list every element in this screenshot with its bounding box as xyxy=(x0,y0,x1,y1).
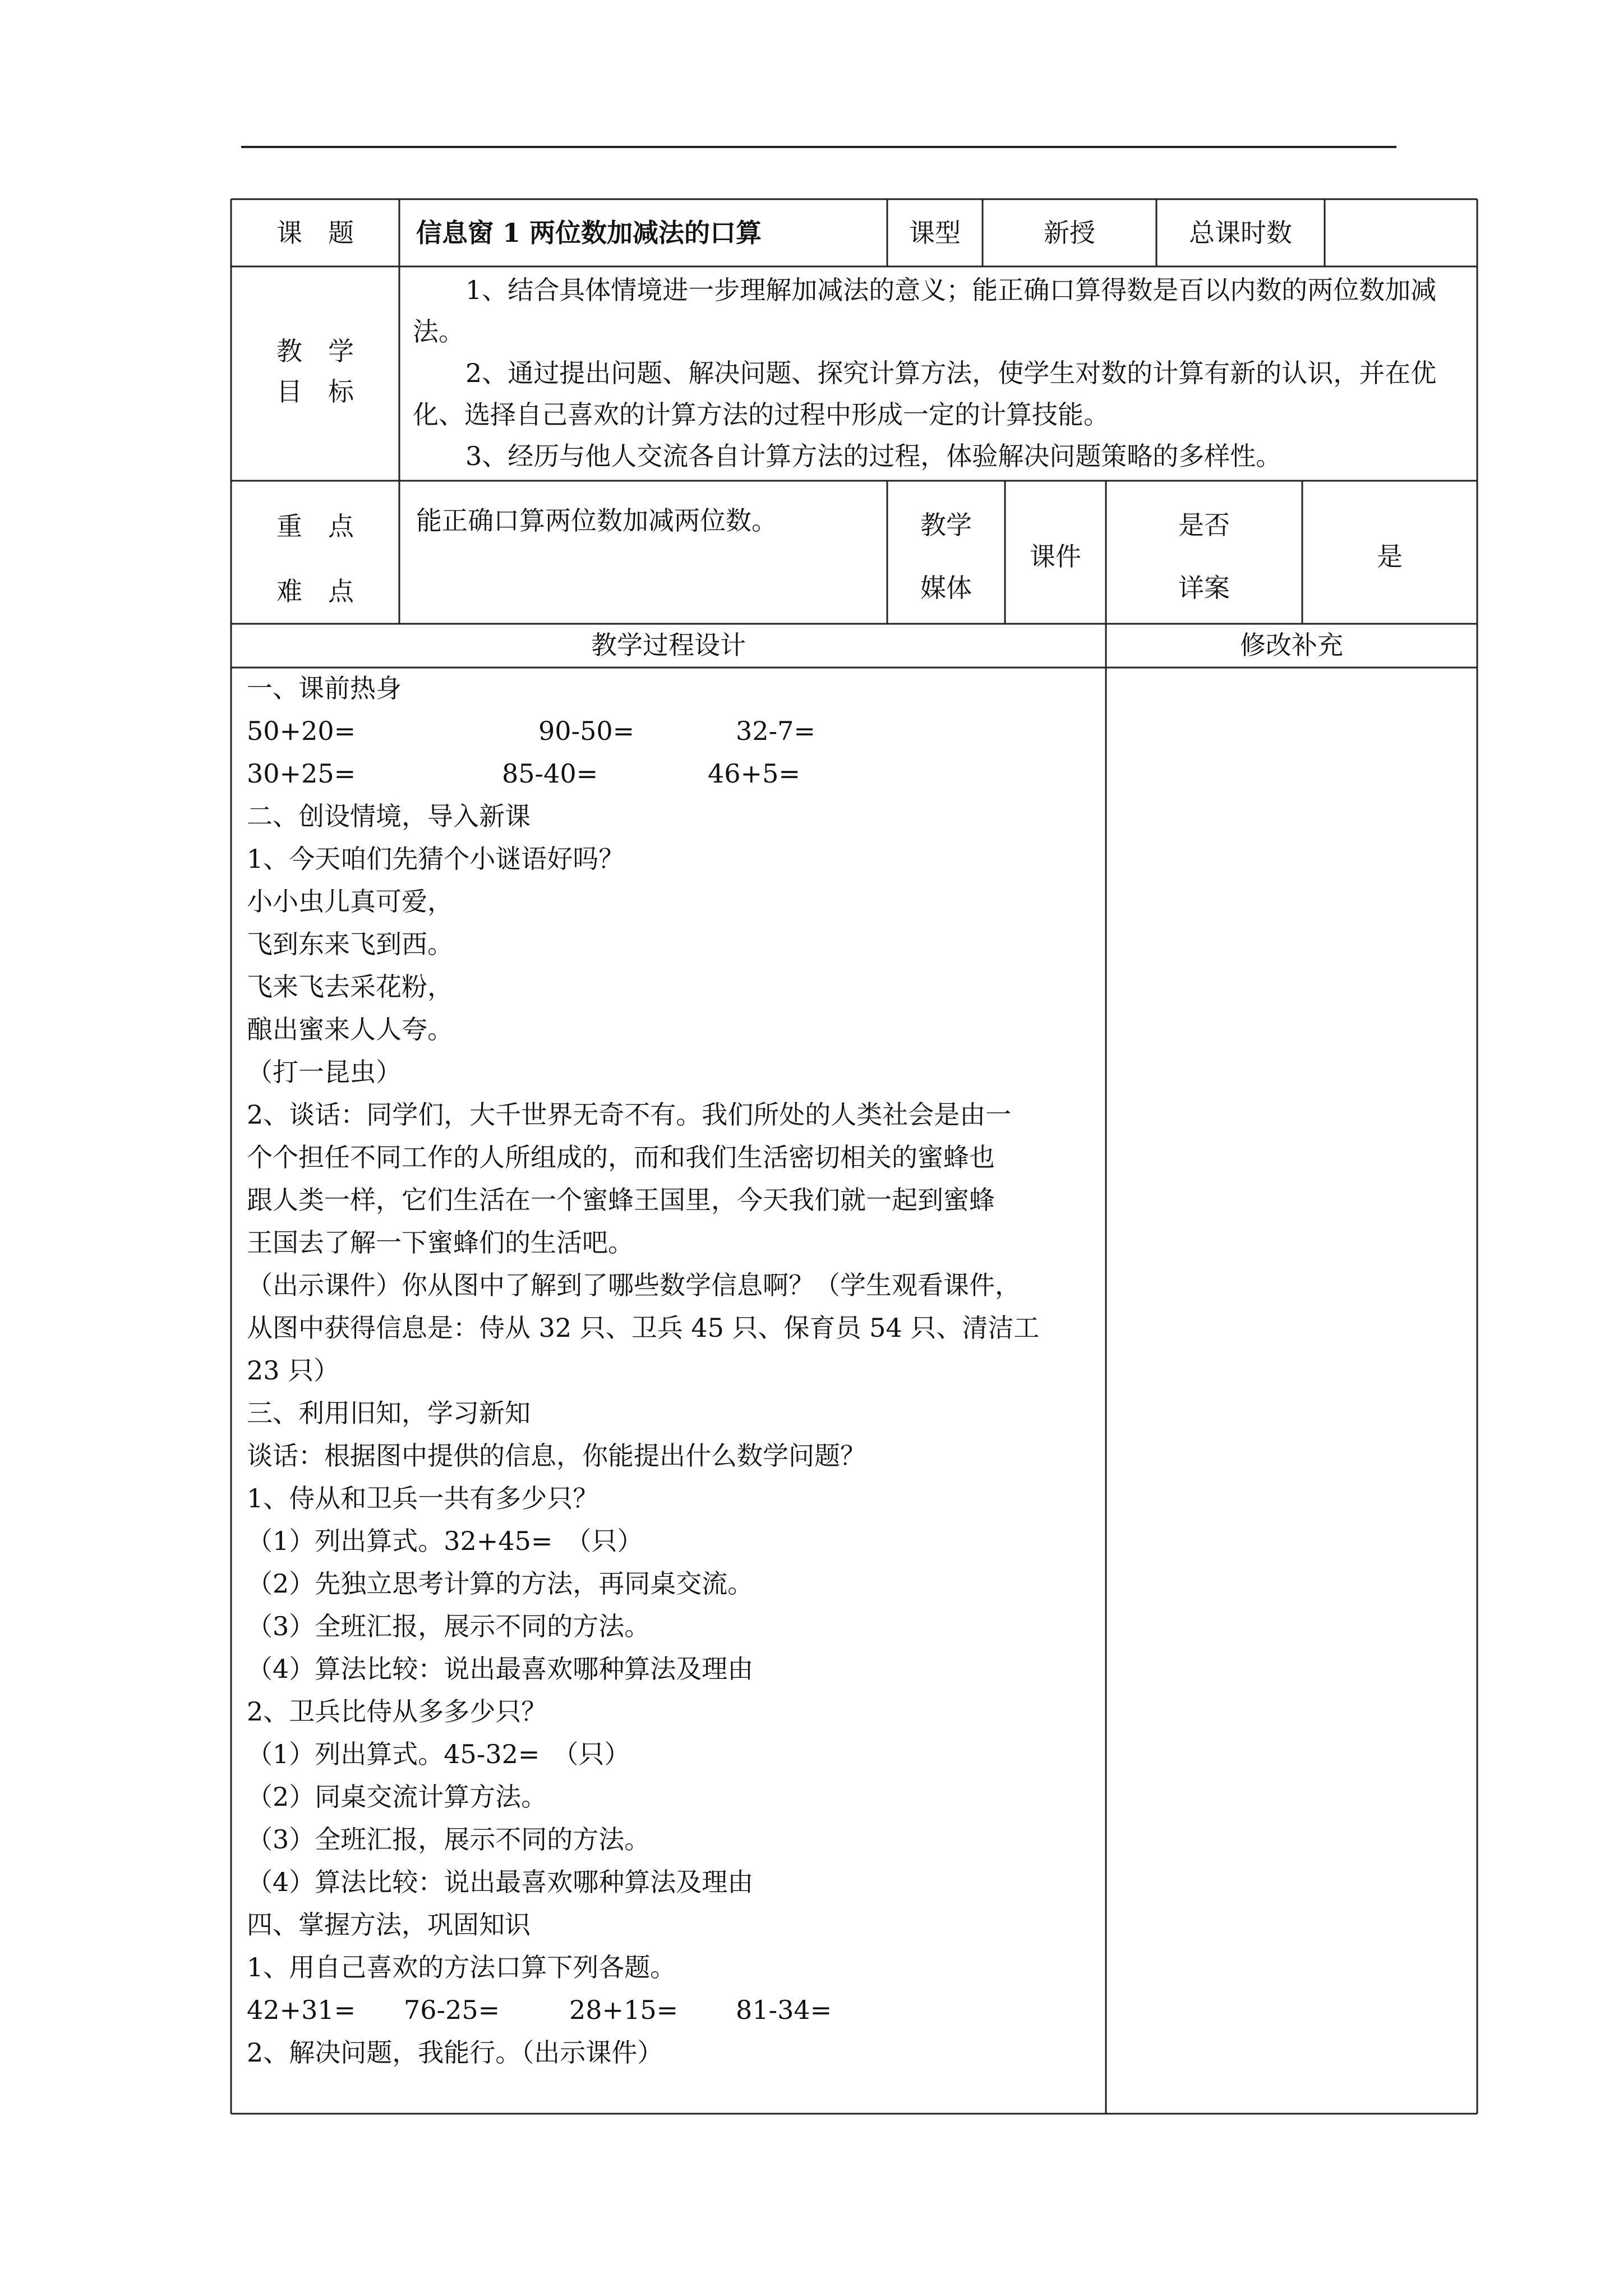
talk-line: 从图中获得信息是：侍从 32 只、卫兵 45 只、保育员 54 只、清洁工 xyxy=(247,1313,1040,1343)
warmup-item: 85-40= xyxy=(502,758,598,789)
question-2-step: （3）全班汇报，展示不同的方法。 xyxy=(247,1824,651,1855)
detailed-label-2: 详案 xyxy=(1178,573,1230,603)
practice-item: 28+15= xyxy=(569,1995,679,2025)
media-label-1: 教学 xyxy=(920,510,972,540)
detailed-value: 是 xyxy=(1377,541,1403,572)
topic-value: 信息窗 1 两位数加减法的口算 xyxy=(416,218,762,248)
warmup-item: 30+25= xyxy=(247,758,356,789)
practice-item: 42+31= xyxy=(247,1995,356,2025)
media-label-2: 媒体 xyxy=(920,573,972,603)
question-1: 1、侍从和卫兵一共有多少只？ xyxy=(247,1483,599,1513)
section-4-question-2: 2、解决问题，我能行。（出示课件） xyxy=(247,2037,663,2068)
process-heading: 教学过程设计 xyxy=(591,630,746,660)
warmup-item: 32-7= xyxy=(736,716,815,746)
practice-item: 81-34= xyxy=(736,1995,832,2025)
detailed-label-1: 是否 xyxy=(1178,510,1230,540)
type-value: 新授 xyxy=(1044,218,1095,248)
talk-line: 跟人类一样，它们生活在一个蜜蜂王国里，今天我们就一起到蜜蜂 xyxy=(247,1185,995,1215)
talk-line: 23 只） xyxy=(247,1355,340,1386)
question-1-step: （2）先独立思考计算的方法，再同桌交流。 xyxy=(247,1568,754,1599)
riddle-line: 小小虫儿真可爱， xyxy=(247,886,453,917)
question-2-step: （2）同桌交流计算方法。 xyxy=(247,1782,547,1812)
focus-label-2: 难 点 xyxy=(276,576,354,606)
type-label: 课型 xyxy=(909,218,961,248)
warmup-item: 50+20= xyxy=(247,716,356,746)
media-value: 课件 xyxy=(1030,541,1081,572)
talk-line: 2、谈话：同学们，大千世界无奇不有。我们所处的人类社会是由一 xyxy=(247,1099,1012,1130)
practice-item: 76-25= xyxy=(404,1995,500,2025)
objective-1: 1、结合具体情境进一步理解加减法的意义；能正确口算得数是百以内数的两位数加减法。 xyxy=(413,275,1437,347)
section-3-title: 三、利用旧知，学习新知 xyxy=(247,1398,531,1428)
objectives-label-1: 教 学 xyxy=(276,336,354,366)
section-4-question-1: 1、用自己喜欢的方法口算下列各题。 xyxy=(247,1952,676,1982)
riddle-line: 飞来飞去采花粉， xyxy=(247,972,453,1002)
objectives-label-2: 目 标 xyxy=(276,376,354,407)
section-4-title: 四、掌握方法，巩固知识 xyxy=(247,1910,531,1940)
section-3-talk: 谈话：根据图中提供的信息，你能提出什么数学问题？ xyxy=(247,1441,866,1471)
warmup-item: 90-50= xyxy=(538,716,635,746)
revision-heading: 修改补充 xyxy=(1240,630,1343,660)
objective-3: 3、经历与他人交流各自计算方法的过程，体验解决问题策略的多样性。 xyxy=(465,441,1282,471)
question-2: 2、卫兵比侍从多多少只？ xyxy=(247,1696,547,1727)
question-1-step: （1）列出算式。32+45= （只） xyxy=(247,1526,643,1556)
total-hours-label: 总课时数 xyxy=(1189,218,1292,248)
riddle-hint: （打一昆虫） xyxy=(247,1057,402,1087)
talk-line: 个个担任不同工作的人所组成的，而和我们生活密切相关的蜜蜂也 xyxy=(247,1142,995,1172)
talk-line: （出示课件）你从图中了解到了哪些数学信息啊？（学生观看课件， xyxy=(247,1270,1021,1300)
question-2-step: （4）算法比较：说出最喜欢哪种算法及理由 xyxy=(247,1867,754,1897)
focus-content: 能正确口算两位数加减两位数。 xyxy=(416,505,777,536)
focus-label-1: 重 点 xyxy=(276,511,354,541)
topic-label: 课 题 xyxy=(276,218,354,248)
riddle-line: 酿出蜜来人人夸。 xyxy=(247,1014,453,1045)
section-2-question: 1、今天咱们先猜个小谜语好吗？ xyxy=(247,844,625,874)
section-2-title: 二、创设情境，导入新课 xyxy=(247,801,531,831)
talk-line: 王国去了解一下蜜蜂们的生活吧。 xyxy=(247,1227,634,1258)
warmup-item: 46+5= xyxy=(708,758,800,789)
question-1-step: （3）全班汇报，展示不同的方法。 xyxy=(247,1611,651,1641)
question-1-step: （4）算法比较：说出最喜欢哪种算法及理由 xyxy=(247,1654,754,1684)
objective-2: 2、通过提出问题、解决问题、探究计算方法，使学生对数的计算有新的认识，并在优化、选择自己喜欢的计算方法的过程中形成一定的计算技能。 xyxy=(413,358,1437,430)
riddle-line: 飞到东来飞到西。 xyxy=(247,929,453,959)
section-1-title: 一、课前热身 xyxy=(247,673,402,703)
question-2-step: （1）列出算式。45-32= （只） xyxy=(247,1739,630,1769)
